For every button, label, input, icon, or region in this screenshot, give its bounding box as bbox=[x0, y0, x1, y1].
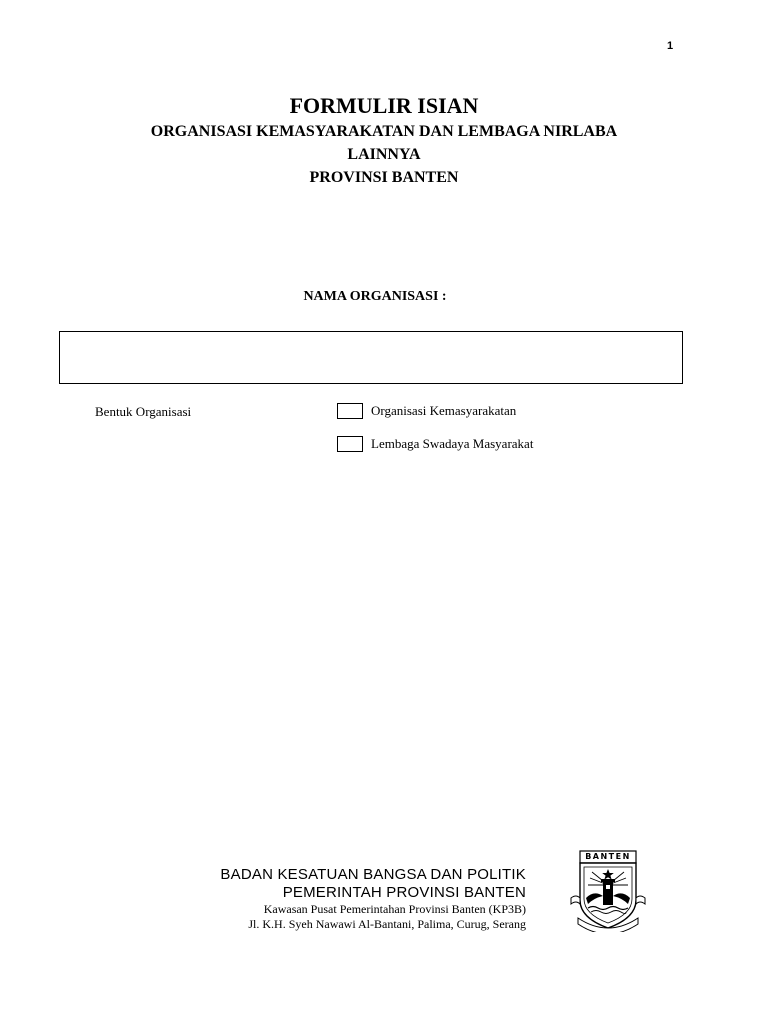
option-organisasi-kemasyarakatan[interactable] bbox=[337, 403, 516, 419]
footer-org-line-2: PEMERINTAH PROVINSI BANTEN bbox=[282, 884, 526, 901]
form-title: FORMULIR ISIAN bbox=[289, 93, 479, 118]
organization-type-label: Bentuk Organisasi bbox=[95, 404, 192, 419]
checkbox-organisasi-kemasyarakatan[interactable] bbox=[337, 403, 363, 419]
form-subtitle-line-3: PROVINSI BANTEN bbox=[309, 169, 459, 186]
option-label: Organisasi Kemasyarakatan bbox=[371, 403, 517, 418]
organization-name-label: NAMA ORGANISASI : bbox=[303, 289, 447, 304]
organization-name-field[interactable] bbox=[59, 331, 683, 384]
logo-text: BANTEN bbox=[585, 852, 631, 861]
form-header bbox=[0, 92, 768, 189]
banten-coat-of-arms-icon bbox=[566, 848, 650, 932]
footer-institution bbox=[150, 866, 526, 932]
footer-address-line-1: Kawasan Pusat Pemerintahan Provinsi Banten (KP3B) bbox=[263, 902, 526, 916]
form-subtitle-line-1: ORGANISASI KEMASYARAKATAN DAN LEMBAGA NIRLABA bbox=[150, 123, 618, 140]
form-subtitle-line-2: LAINNYA bbox=[347, 146, 421, 163]
page-number: 1 bbox=[667, 40, 674, 52]
checkbox-lembaga-swadaya-masyarakat[interactable] bbox=[337, 436, 363, 452]
option-label: Lembaga Swadaya Masyarakat bbox=[371, 436, 534, 451]
footer-address-line-2: Jl. K.H. Syeh Nawawi Al-Bantani, Palima, Curug, Serang bbox=[248, 917, 526, 931]
option-lembaga-swadaya-masyarakat[interactable] bbox=[337, 436, 533, 452]
footer-org-line-1: BADAN KESATUAN BANGSA DAN POLITIK bbox=[220, 866, 526, 883]
